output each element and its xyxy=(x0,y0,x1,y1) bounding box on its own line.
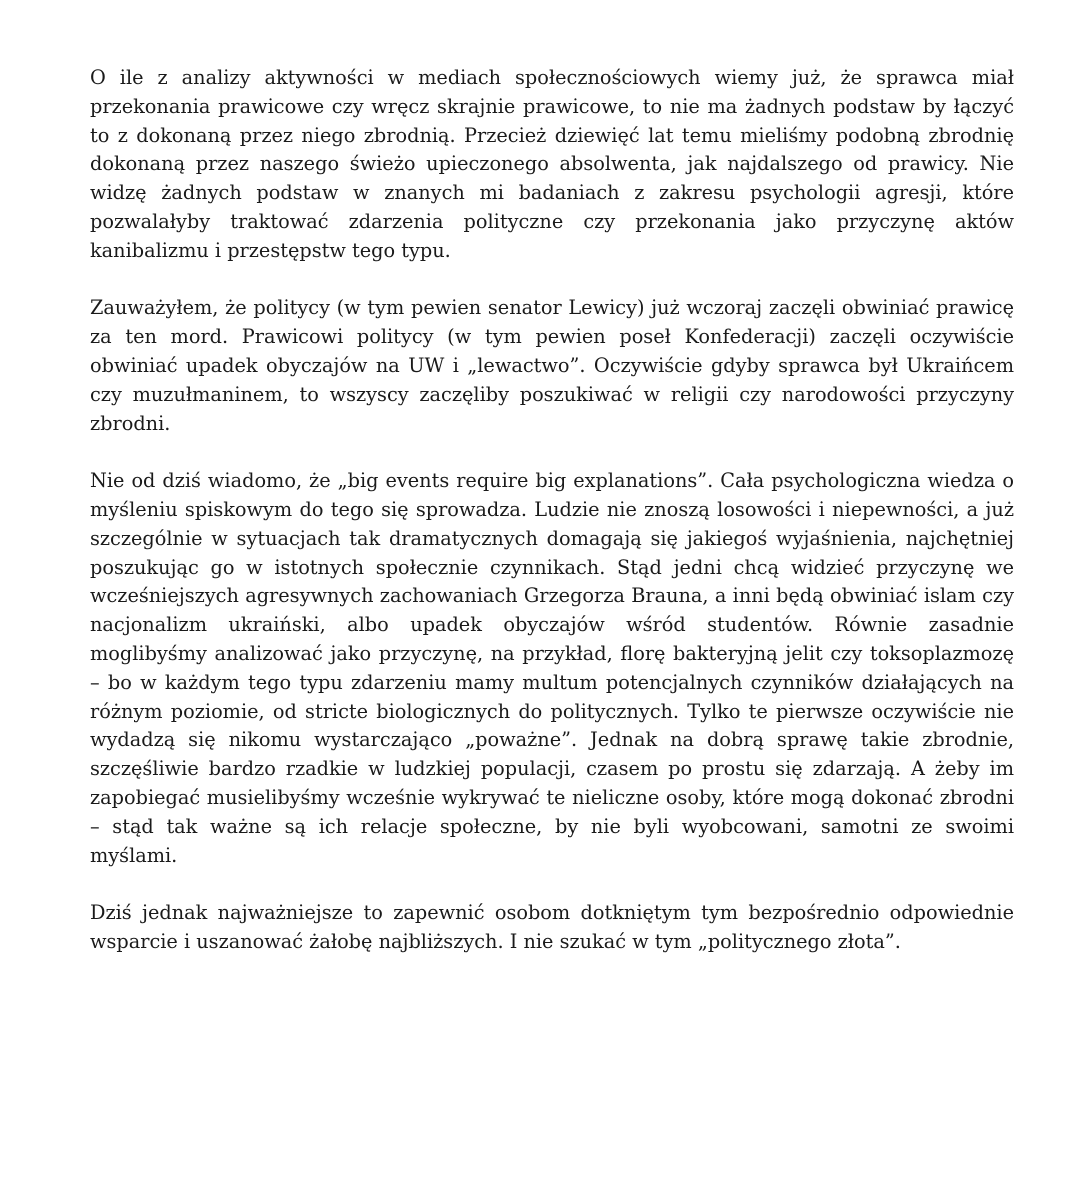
paragraph-3: Nie od dziś wiadomo, że „big events require big explanations”. Cała psychologiczna wiedza o myśleniu spiskowym do tego się sprowadza. Ludzie nie znoszą losowości i niepewności, a już szczególnie w sytuacjach tak dramatycznych domagają się jakiegoś wyjaśnienia, najchętniej poszukując go w istotnych społecznie czynnikach. Stąd jedni chcą widzieć przyczynę we wcześniejszych agresywnych zachowaniach Grzegorza Brauna, a inni będą obwiniać islam czy nacjonalizm ukraiński, albo upadek obyczajów wśród studentów. Równie zasadnie moglibyśmy analizować jako przyczynę, na przykład, florę bakteryjną jelit czy toksoplazmozę – bo w każdym tego typu zdarzeniu mamy multum potencjalnych czynników działających na różnym poziomie, od stricte biologicznych do politycznych. Tylko te pierwsze oczywiście nie wydadzą się nikomu wystarczająco „poważne”. Jednak na dobrą sprawę takie zbrodnie, szczęśliwie bardzo rzadkie w ludzkiej populacji, czasem po prostu się zdarzają. A żeby im zapobiegać musielibyśmy wcześnie wykrywać te nieliczne osoby, które mogą dokonać zbrodni – stąd tak ważne są ich relacje społeczne, by nie byli wyobcowani, samotni ze swoimi myślami. xyxy=(90,469,1014,867)
paragraph-1: O ile z analizy aktywności w mediach społecznościowych wiemy już, że sprawca miał przekonania prawicowe czy wręcz skrajnie prawicowe, to nie ma żadnych podstaw by łączyć to z dokonaną przez niego zbrodnią. Przecież dziewięć lat temu mieliśmy podobną zbrodnię dokonaną przez naszego świeżo upieczonego absolwenta, jak najdalszego od prawicy. Nie widzę żadnych podstaw w znanych mi badaniach z zakresu psychologii agresji, które pozwalałyby traktować zdarzenia polityczne czy przekonania jako przyczynę aktów kanibalizmu i przestępstw tego typu. xyxy=(90,66,1014,262)
paragraph-2: Zauważyłem, że politycy (w tym pewien senator Lewicy) już wczoraj zaczęli obwiniać prawicę za ten mord. Prawicowi politycy (w tym pewien poseł Konfederacji) zaczęli oczywiście obwiniać upadek obyczajów na UW i „lewactwo”. Oczywiście gdyby sprawca był Ukraińcem czy muzułmaninem, to wszyscy zaczęliby poszukiwać w religii czy narodowości przyczyny zbrodni. xyxy=(90,296,1014,435)
paragraph-4: Dziś jednak najważniejsze to zapewnić osobom dotkniętym tym bezpośrednio odpowiednie wsparcie i uszanować żałobę najbliższych. I nie szukać w tym „politycznego złota”. xyxy=(90,901,1014,953)
document-body xyxy=(90,64,1014,957)
